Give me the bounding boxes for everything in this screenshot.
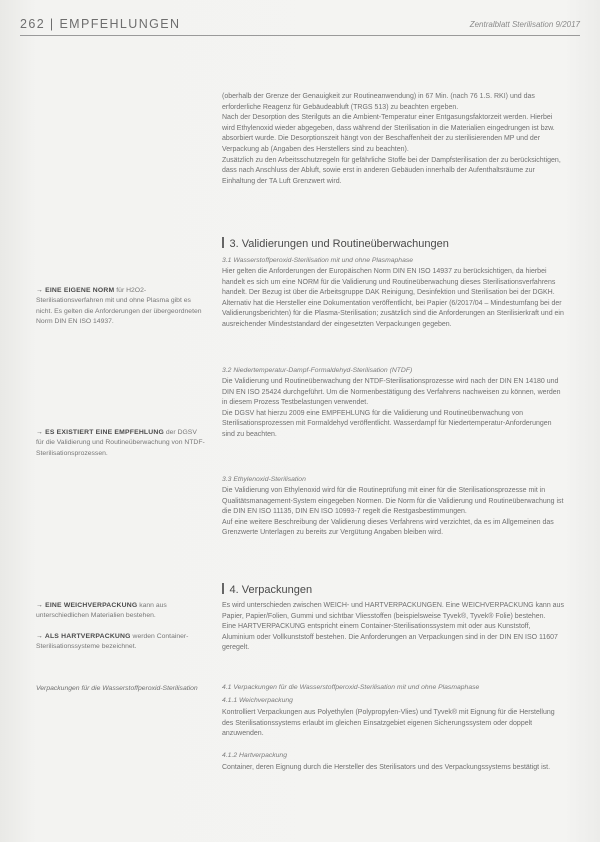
margin-note-norm: → EINE EIGENE NORM für H2O2-Sterilisationsverfahren mit und ohne Plasma gibt es nicht. Es gelten die Anforderungen der übergeordneten Norm DIN EN ISO 14937. — [36, 287, 202, 326]
subheading-3-3: 3.3 Ethylenoxid-Sterilisation — [222, 476, 306, 483]
paragraph-3-3: Die Validierung von Ethylenoxid wird für die Routineprüfung mit einer für die Sterilisationsprozesse mit in Qualitätsmanagement-System eingegeben Normen. Die Norm für die Validierung und Routineüberwachung ist die DIN EN ISO 11135, DIN EN ISO 10993-7 regelt die Restgasbestimmungen. Auf eine weitere Beschreibung der Validierung dieses Verfahrens wird verzichtet, da es im Allgemeinen das Grenzwerte Unterlagen zu bereits zur Vergütung Angaben bleiben wird. — [222, 487, 564, 537]
margin-note-hartverpackung: → ALS HARTVERPACKUNG werden Container-Sterilisationssysteme bezeichnet. — [36, 633, 189, 651]
section-heading-3: 3. Validierungen und Routineüberwachungen — [222, 237, 564, 250]
heading-bar — [222, 237, 224, 248]
page-header — [0, 14, 600, 36]
subheading-3-1: 3.1 Wasserstoffperoxid-Sterilisation mit und ohne Plasmaphase — [222, 257, 414, 264]
paragraph-4: Es wird unterschieden zwischen WEICH- und HARTVERPACKUNGEN. Eine WEICHVERPACKUNG kann aus Papier, Papier/Folien, Gummi und sichtbar Vliesstoffen (beispielsweise Tyvek®, Tyvek® Folie) bestehen. Eine HARTVERPACKUNG entspricht einem Container-Sterilisationssystem mit oder aus Kunststoff, Aluminium oder Vollkunststoff bestehen. Die Anforderungen an Verpackungen sind in der DIN EN ISO 11607 geregelt. — [222, 602, 564, 652]
subheading-4-1: 4.1 Verpackungen für die Wasserstoffperoxid-Sterilisation mit und ohne Plasmaphase — [222, 684, 480, 691]
margin-note-weichverpackung: → EINE WEICHVERPACKUNG kann aus unterschiedlichen Materialien bestehen. — [36, 602, 167, 620]
top-block — [222, 92, 564, 187]
subheading-4-1-2: 4.1.2 Hartverpackung — [222, 752, 287, 759]
margin-note-empfehlung: → ES EXISTIERT EINE EMPFEHLUNG der DGSV für die Validierung und Routineüberwachung von NTDF-Sterilisationsprozessen. — [36, 429, 205, 457]
paragraph: (oberhalb der Grenze der Genauigkeit zur Routineanwendung) in 67 Min. (nach 76 1.S. RKI) und das erforderliche Reagenz für Gebäudeabluft (TRGS 513) zu beachten ergeben. — [222, 93, 535, 111]
heading-bar — [222, 583, 224, 594]
subheading-3-2: 3.2 Niedertemperatur-Dampf-Formaldehyd-Sterilisation (NTDF) — [222, 367, 413, 374]
header-rule — [20, 35, 580, 36]
paragraph: Nach der Desorption des Sterilguts an die Ambient-Temperatur einer Entgasungsfaktorzeit werden. Hierbei wird Ethylenoxid wieder abgegeben, dass während der Sterilisation in die Materialien eingedrungen ist bzw. absorbiert wurde. Die Desorptionszeit hängt von der Beschaffenheit der zu sterilisierenden MP und der Verpackung ab (Angaben des Herstellers sind zu beachten). — [222, 114, 555, 153]
section-heading-4: 4. Verpackungen — [222, 583, 564, 596]
paragraph-4-1-1: Kontrolliert Verpackungen aus Polyethylen (Polypropylen-Vlies) und Tyvek® mit Eignung für die Herstellung des Sterilisationssystems erlaubt im gleichen Einsatzgebiet eigenen Sicherungssystem oder doppelt anzuwenden. — [222, 709, 555, 738]
paragraph-3-2: Die Validierung und Routineüberwachung der NTDF-Sterilisationsprozesse wird nach der DIN EN 14180 und DIN EN ISO 25424 durchgeführt. Um die Normenbestätigung des Verfahrens nachweisen zu können, werden in diesem Prozess Testbelastungen verwendet. Die DGSV hat hierzu 2009 eine EMPFEHLUNG für die Validierung und Routineüberwachung von Sterilisationsprozessen mit Formaldehyd veröffentlicht. Wasserdampf für Niedertemperatur-Anforderungen sind zu beachten. — [222, 378, 561, 438]
journal-reference: Zentralblatt Sterilisation 9/2017 — [469, 20, 580, 29]
subheading-4-1-1: 4.1.1 Weichverpackung — [222, 697, 293, 704]
page-header-title: 262 | EMPFEHLUNGEN — [20, 17, 181, 31]
paragraph-4-1-2: Container, deren Eignung durch die Hersteller des Sterilisators und des Verpackungssystems bestätigt ist. — [222, 764, 551, 771]
paragraph-3-1: Hier gelten die Anforderungen der Europäischen Norm DIN EN ISO 14937 zu berücksichtigen, da hierbei handelt es sich um eine NORM für die Validierung und Routineüberwachung dieses Sterilisationsverfahrens handelt. Der Bezug ist über die Arbeitsgruppe DAK Reinigung, Desinfektion und Sterilisation bei der DGKH. Alternativ hat die Hersteller eine Dokumentation veröffentlicht, bei Papier (6/2017/04 – Mindestumfang bei der Validierungsberichten) für die Plasma-Sterilisation; zusätzlich sind die Anforderungen an Sterilisierkraft und ein ausreichender Mindeststandard der eingesetzten Verpackungen gegeben. — [222, 268, 564, 328]
margin-note-verpackungen: Verpackungen für die Wasserstoffperoxid-Sterilisation — [36, 685, 198, 692]
paragraph: Zusätzlich zu den Arbeitsschutzregeln für gefährliche Stoffe bei der Dampfsterilisation der zu berücksichtigen, dass nach Anschluss der Abluft, sowie erst in anderen Gebäuden innerhalb der Aufenthaltsräume zur Einhaltung der TA Luft Grenzwert wird. — [222, 156, 561, 185]
